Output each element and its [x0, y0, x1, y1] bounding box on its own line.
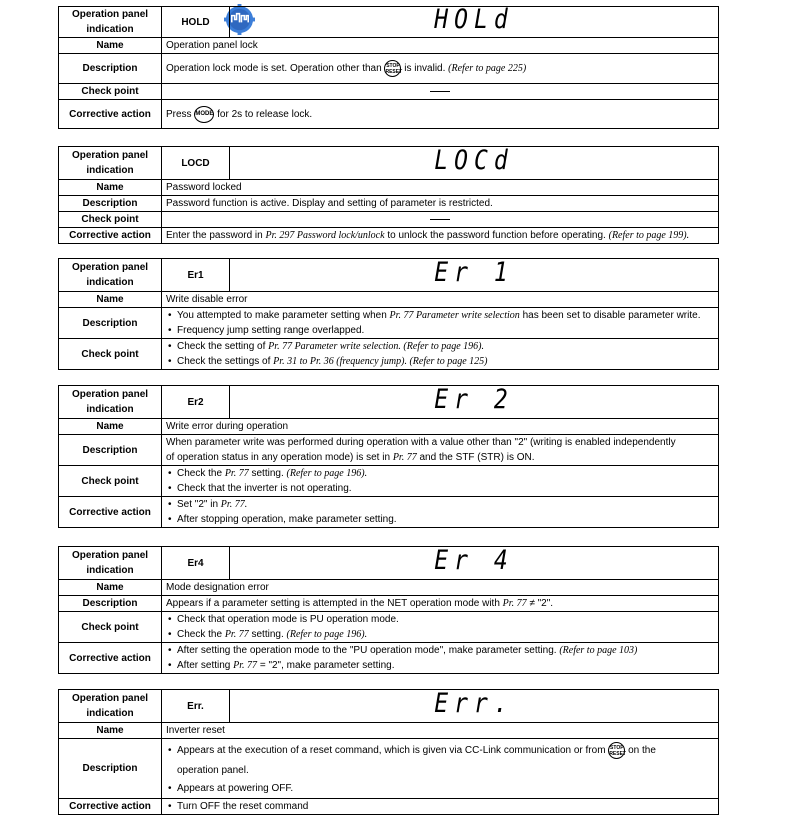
- err-corrective: [162, 799, 719, 815]
- description-label: Description: [59, 54, 162, 84]
- name-label: Name: [59, 180, 162, 196]
- corrective-label: Corrective action: [59, 100, 162, 129]
- list-item: • Check that operation mode is PU operation mode.: [177, 612, 714, 627]
- op-panel-label: Operation panel indication: [59, 259, 162, 292]
- name-label: Name: [59, 292, 162, 308]
- name-label: Name: [59, 419, 162, 435]
- list-item: • Frequency jump setting range overlapped.: [177, 323, 714, 338]
- name-label: Name: [59, 580, 162, 596]
- list-item: • After setting Pr. 77 = "2", make parameter setting.: [177, 658, 714, 673]
- op-panel-label: Operation panel indication: [59, 547, 162, 580]
- list-item: • You attempted to make parameter setting when Pr. 77 Parameter write selection has been set to disable parameter write.: [177, 308, 714, 323]
- description-label: Description: [59, 196, 162, 212]
- err-table: [58, 689, 719, 815]
- er1-check-point: [162, 339, 719, 370]
- list-item: • Turn OFF the reset command: [177, 799, 714, 814]
- hold-table: [58, 6, 719, 129]
- er1-table: [58, 258, 719, 370]
- description-label: Description: [59, 308, 162, 339]
- hold-code: HOLD: [162, 7, 230, 38]
- check-point-label: Check point: [59, 84, 162, 100]
- locd-corrective: Enter the password in Pr. 297 Password lock/unlock to unlock the password function before operating. (Refer to page 199).: [162, 228, 719, 244]
- er2-check-point: [162, 466, 719, 497]
- description-label: Description: [59, 435, 162, 466]
- check-point-label: Check point: [59, 466, 162, 497]
- er4-description: Appears if a parameter setting is attempted in the NET operation mode with Pr. 77 ≠ "2".: [162, 596, 719, 612]
- er4-check-point: [162, 612, 719, 643]
- err-name: Inverter reset: [162, 723, 719, 739]
- list-item: • Check the Pr. 77 setting. (Refer to page 196).: [177, 466, 714, 481]
- mode-key-icon: MODE: [194, 106, 214, 123]
- hold-name: Operation panel lock: [162, 38, 719, 54]
- list-item: • Check the setting of Pr. 77 Parameter write selection. (Refer to page 196).: [177, 339, 714, 354]
- locd-check-point: [162, 212, 719, 228]
- locd-description: Password function is active. Display and setting of parameter is restricted.: [162, 196, 719, 212]
- name-label: Name: [59, 723, 162, 739]
- corrective-label: Corrective action: [59, 643, 162, 674]
- corrective-label: Corrective action: [59, 799, 162, 815]
- check-point-label: Check point: [59, 212, 162, 228]
- hold-description: Operation lock mode is set. Operation other than STOP RESET is invalid. (Refer to page 225): [162, 54, 719, 84]
- list-item: • After setting the operation mode to the "PU operation mode", make parameter setting. (Refer to page 103): [177, 643, 714, 658]
- er4-code: Er4: [162, 547, 230, 580]
- list-item-continuation: operation panel.: [177, 765, 249, 776]
- er1-name: Write disable error: [162, 292, 719, 308]
- er1-segment-display: Er 1: [434, 257, 514, 288]
- er2-code: Er2: [162, 386, 230, 419]
- locd-name: Password locked: [162, 180, 719, 196]
- er4-segment-display: Er 4: [434, 545, 514, 576]
- description-label: Description: [59, 596, 162, 612]
- dash-icon: [430, 219, 450, 220]
- err-description: [162, 739, 719, 799]
- list-item: • Set "2" in Pr. 77.: [177, 497, 714, 512]
- dash-icon: [430, 91, 450, 92]
- description-label: Description: [59, 739, 162, 799]
- corrective-label: Corrective action: [59, 228, 162, 244]
- list-item: • Check the Pr. 77 setting. (Refer to page 196).: [177, 627, 714, 642]
- check-point-label: Check point: [59, 339, 162, 370]
- list-item: • Appears at powering OFF.: [177, 781, 714, 796]
- op-panel-label: Operation panel indication: [59, 7, 162, 38]
- er2-segment-display: Er 2: [434, 384, 514, 415]
- op-panel-label: Operation panel indication: [59, 690, 162, 723]
- op-panel-label: Operation panel indication: [59, 147, 162, 180]
- corrective-label: Corrective action: [59, 497, 162, 528]
- list-item: • Check that the inverter is not operating.: [177, 481, 714, 496]
- er2-name: Write error during operation: [162, 419, 719, 435]
- hold-segment-display: HOLd: [434, 4, 514, 35]
- hold-check-point: [162, 84, 719, 100]
- er4-name: Mode designation error: [162, 580, 719, 596]
- err-code: Err.: [162, 690, 230, 723]
- er4-corrective: [162, 643, 719, 674]
- list-item: • Check the settings of Pr. 31 to Pr. 36 (frequency jump). (Refer to page 125): [177, 354, 714, 369]
- list-item: • After stopping operation, make parameter setting.: [177, 512, 714, 527]
- name-label: Name: [59, 38, 162, 54]
- er2-table: [58, 385, 719, 528]
- er2-description: When parameter write was performed during operation with a value other than "2" (writing is enabled independently of operation status in any operation mode) is set in Pr. 77 and the STF (STR) is ON.: [162, 435, 719, 466]
- err-segment-display: Err.: [434, 688, 514, 719]
- locd-code: LOCD: [162, 147, 230, 180]
- er1-code: Er1: [162, 259, 230, 292]
- stop-reset-key-icon: STOP RESET: [608, 742, 625, 759]
- er1-description: [162, 308, 719, 339]
- check-point-label: Check point: [59, 612, 162, 643]
- stop-reset-key-icon: STOP RESET: [384, 60, 401, 77]
- er2-corrective: [162, 497, 719, 528]
- er4-table: [58, 546, 719, 674]
- list-item: • Appears at the execution of a reset command, which is given via CC-Link communication or from STOP RESET on the: [177, 741, 714, 761]
- op-panel-label: Operation panel indication: [59, 386, 162, 419]
- locd-segment-display: LOCd: [434, 145, 514, 176]
- locd-table: [58, 146, 719, 244]
- hold-corrective: Press MODE for 2s to release lock.: [162, 100, 719, 129]
